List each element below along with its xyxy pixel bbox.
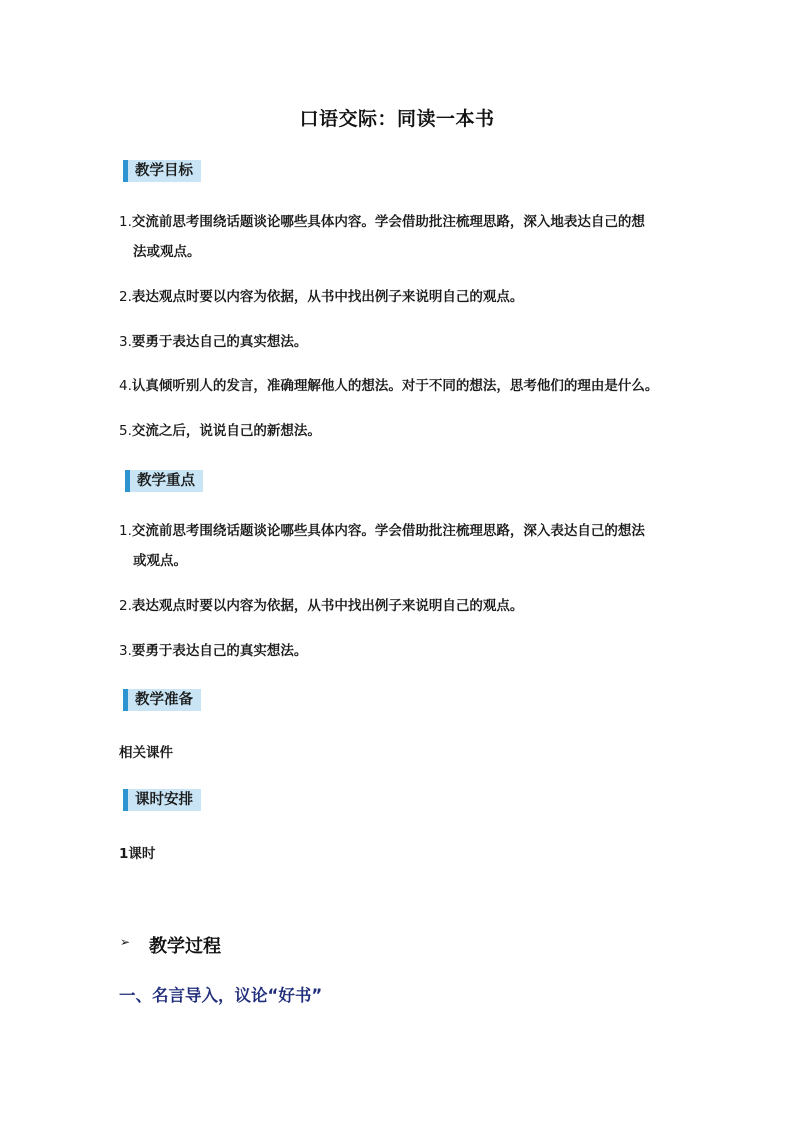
key-point-item-1 (119, 516, 684, 576)
section-label-preparation: 教学准备 (123, 689, 201, 711)
section-label-schedule: 课时安排 (123, 789, 201, 811)
item-number: 2. (119, 289, 132, 305)
objective-item-1 (119, 207, 684, 267)
objective-item-5 (119, 416, 684, 446)
item-number: 3. (119, 643, 132, 659)
item-number: 1. (119, 523, 132, 539)
schedule-text: 1课时 (119, 846, 156, 862)
item-text: 认真倾听别人的发言，准确理解他人的想法。对于不同的想法，思考他们的理由是什么。 (131, 378, 659, 394)
objective-item-2 (119, 282, 684, 312)
arrow-bullet-icon: ➢ (120, 935, 131, 949)
key-point-item-2 (119, 591, 684, 621)
item-text-continued: 法或观点。 (133, 244, 201, 260)
section-label-objectives: 教学目标 (123, 160, 201, 182)
section-label-key-points: 教学重点 (125, 470, 203, 492)
objective-item-4 (119, 371, 684, 401)
item-text: 交流前思考围绕话题谈论哪些具体内容。学会借助批注梳理思路，深入表达自己的想法 (131, 523, 645, 539)
item-number: 3. (119, 334, 132, 350)
page-title: 口语交际：同读一本书 (299, 108, 495, 130)
item-text: 交流之后，说说自己的新想法。 (131, 423, 321, 439)
process-heading: 教学过程 (149, 936, 221, 957)
item-text: 要勇于表达自己的真实想法。 (131, 334, 308, 350)
process-step-1-heading: 一、名言导入，议论“好书” (119, 986, 323, 1005)
key-point-item-3 (119, 636, 684, 666)
item-number: 2. (119, 598, 132, 614)
item-text: 表达观点时要以内容为依据，从书中找出例子来说明自己的观点。 (131, 289, 524, 305)
item-text: 要勇于表达自己的真实想法。 (131, 643, 308, 659)
item-number: 4. (119, 378, 132, 394)
objective-item-3 (119, 327, 684, 357)
item-number: 1. (119, 214, 132, 230)
item-number: 5. (119, 423, 132, 439)
item-text: 表达观点时要以内容为依据，从书中找出例子来说明自己的观点。 (131, 598, 524, 614)
item-text-continued: 或观点。 (133, 553, 187, 569)
preparation-text: 相关课件 (119, 745, 173, 761)
item-text: 交流前思考围绕话题谈论哪些具体内容。学会借助批注梳理思路，深入地表达自己的想 (131, 214, 645, 230)
